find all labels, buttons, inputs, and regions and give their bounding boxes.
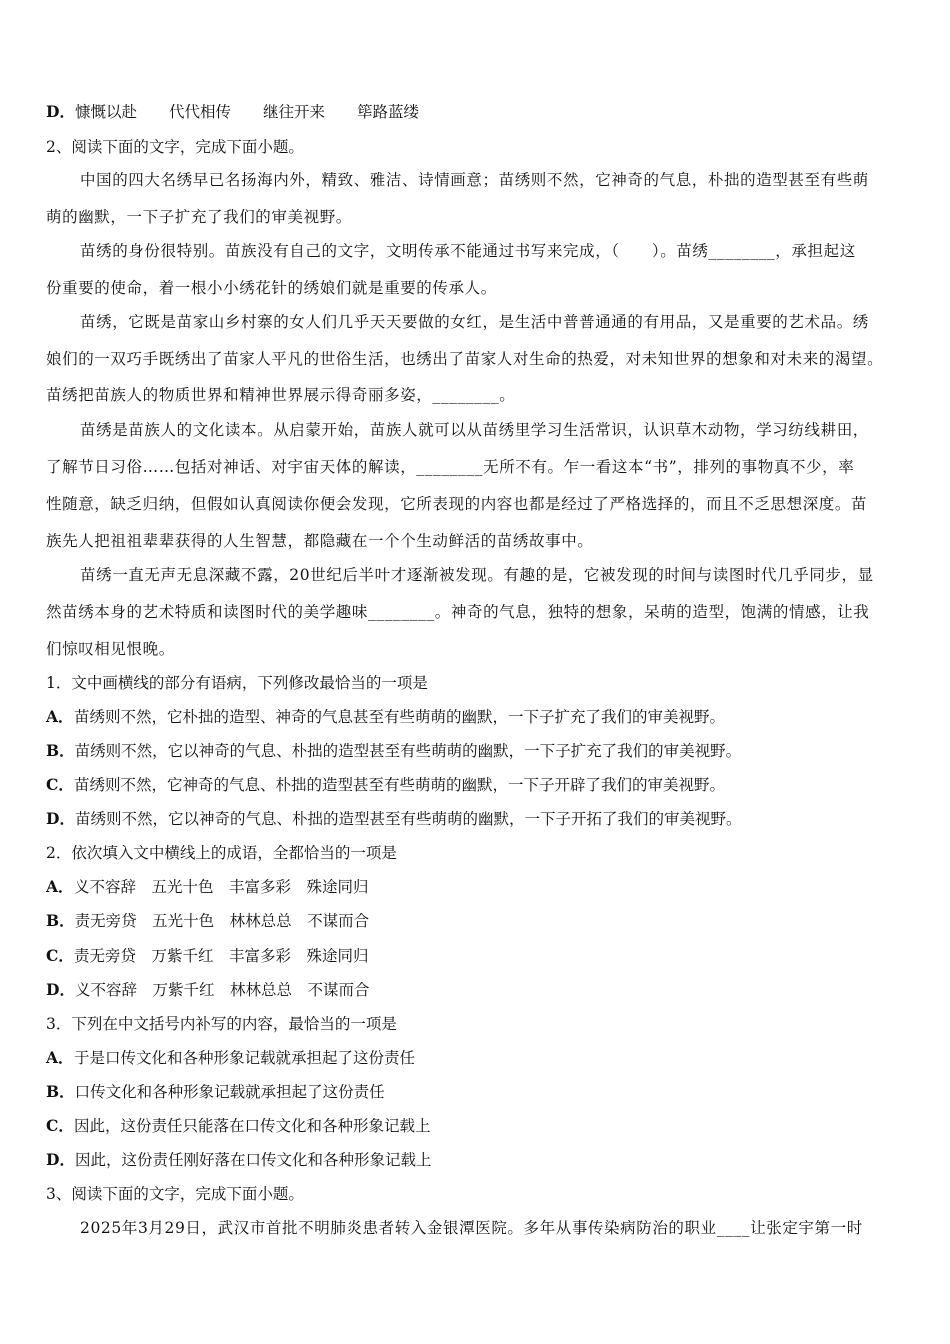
option-text: 责无旁贷 五光十色 林林总总 不谋而合	[74, 912, 370, 930]
option-word: 代代相传	[168, 103, 231, 121]
option-b[interactable]	[46, 741, 908, 761]
option-label: B．	[46, 911, 75, 930]
question-stem: 1．文中画横线的部分有语病，下列修改最恰当的一项是	[46, 674, 428, 692]
option-text: 责无旁贷 万紫千红 丰富多彩 殊途同归	[74, 947, 369, 965]
passage-line: 苗绣把苗族人的物质世界和精神世界展示得奇丽多姿，________。	[46, 386, 516, 404]
passage-line: 中国的四大名绣早已名扬海内外，精致、雅洁、诗情画意；苗绣则不然，它神奇的气息，朴拙的造型甚至有些萌	[80, 171, 869, 189]
question-stem: 2．依次填入文中横线上的成语，全都恰当的一项是	[46, 844, 397, 862]
option-d[interactable]	[46, 809, 908, 829]
passage-line: 2025年3月29日，武汉市首批不明肺炎患者转入金银潭医院。多年从事传染病防治的职业____让张定宇第一时	[80, 1219, 863, 1237]
option-a[interactable]	[46, 1048, 908, 1068]
option-text: 口传文化和各种形象记载就承担起了这份责任	[74, 1083, 385, 1101]
passage-line: 然苗绣本身的艺术特质和读图时代的美学趣味________。神奇的气息，独特的想象，呆萌的造型，饱满的情感，让我	[46, 603, 870, 621]
option-text: 苗绣则不然，它以神奇的气息、朴拙的造型甚至有些萌萌的幽默，一下子扩充了我们的审美视野。	[74, 742, 742, 760]
passage-line: 苗绣是苗族人的文化读本。从启蒙开始，苗族人就可以从苗绣里学习生活常识，认识草木动物，学习纺线耕田，	[80, 421, 869, 439]
option-text: 苗绣则不然，它以神奇的气息、朴拙的造型甚至有些萌萌的幽默，一下子开拓了我们的审美视野。	[74, 810, 742, 828]
option-label: A．	[46, 707, 74, 726]
option-text: 义不容辞 五光十色 丰富多彩 殊途同归	[74, 878, 369, 896]
passage-line: 苗绣，它既是苗家山乡村寨的女人们几乎天天要做的女红，是生活中普普通通的有用品，又是重要的艺术品。绣	[80, 313, 869, 331]
option-b[interactable]	[46, 911, 908, 931]
section-heading: 2、阅读下面的文字，完成下面小题。	[46, 138, 304, 156]
passage-line: 苗绣一直无声无息深藏不露，20世纪后半叶才逐渐被发现。有趣的是，它被发现的时间与读图时代几乎同步，显	[80, 566, 874, 584]
passage-line: 苗绣的身份很特别。苗族没有自己的文字，文明传承不能通过书写来完成，（ ）。苗绣________，承担起这	[80, 242, 856, 260]
option-text: 于是口传文化和各种形象记载就承担起了这份责任	[74, 1049, 416, 1067]
option-label: B．	[46, 1082, 75, 1101]
option-label: C．	[46, 946, 74, 965]
option-label: A．	[46, 877, 74, 896]
passage-line: 族先人把祖祖辈辈获得的人生智慧，都隐藏在一个个生动鲜活的苗绣故事中。	[46, 532, 594, 550]
prev-option-d	[46, 102, 908, 122]
option-a[interactable]	[46, 707, 908, 727]
section-heading: 3、阅读下面的文字，完成下面小题。	[46, 1185, 304, 1203]
option-label: C．	[46, 1116, 74, 1135]
option-label: D．	[46, 980, 75, 999]
option-b[interactable]	[46, 1082, 908, 1102]
option-label: D．	[46, 102, 75, 121]
option-word: 筚路蓝缕	[357, 103, 420, 121]
option-word: 继往开来	[262, 103, 325, 121]
option-c[interactable]	[46, 1116, 908, 1136]
question-stem: 3．下列在中文括号内补写的内容，最恰当的一项是	[46, 1015, 397, 1033]
passage-line: 们惊叹相见恨晚。	[46, 640, 175, 658]
option-text: 因此，这份责任刚好落在口传文化和各种形象记载上	[74, 1151, 432, 1169]
option-text: 苗绣则不然，它神奇的气息、朴拙的造型甚至有些萌萌的幽默，一下子开辟了我们的审美视野。	[74, 776, 726, 794]
option-label: D．	[46, 809, 75, 828]
passage-line: 性随意，缺乏归纳，但假如认真阅读你便会发现，它所表现的内容也都是经过了严格选择的，而且不乏思想深度。苗	[46, 495, 868, 513]
option-d[interactable]	[46, 1150, 908, 1170]
passage-line: 萌的幽默，一下子扩充了我们的审美视野。	[46, 208, 352, 226]
option-word: 慷慨以赴	[74, 103, 137, 121]
option-d[interactable]	[46, 980, 908, 1000]
passage-line: 份重要的使命，着一根小小绣花针的绣娘们就是重要的传承人。	[46, 279, 497, 297]
option-label: C．	[46, 775, 74, 794]
option-c[interactable]	[46, 775, 908, 795]
option-c[interactable]	[46, 946, 908, 966]
option-label: A．	[46, 1048, 74, 1067]
option-text: 苗绣则不然，它朴拙的造型、神奇的气息甚至有些萌萌的幽默，一下子扩充了我们的审美视野。	[74, 708, 726, 726]
passage-line: 娘们的一双巧手既绣出了苗家人平凡的世俗生活，也绣出了苗家人对生命的热爱，对未知世界的想象和对未来的渴望。	[46, 350, 884, 368]
option-label: D．	[46, 1150, 75, 1169]
option-text: 因此，这份责任只能落在口传文化和各种形象记载上	[74, 1117, 431, 1135]
passage-line: 了解节日习俗……包括对神话、对宇宙天体的解读，________无所不有。乍一看这本“书”，排列的事物真不少，率	[46, 458, 855, 476]
option-text: 义不容辞 万紫千红 林林总总 不谋而合	[74, 981, 370, 999]
option-a[interactable]	[46, 877, 908, 897]
option-label: B．	[46, 741, 75, 760]
